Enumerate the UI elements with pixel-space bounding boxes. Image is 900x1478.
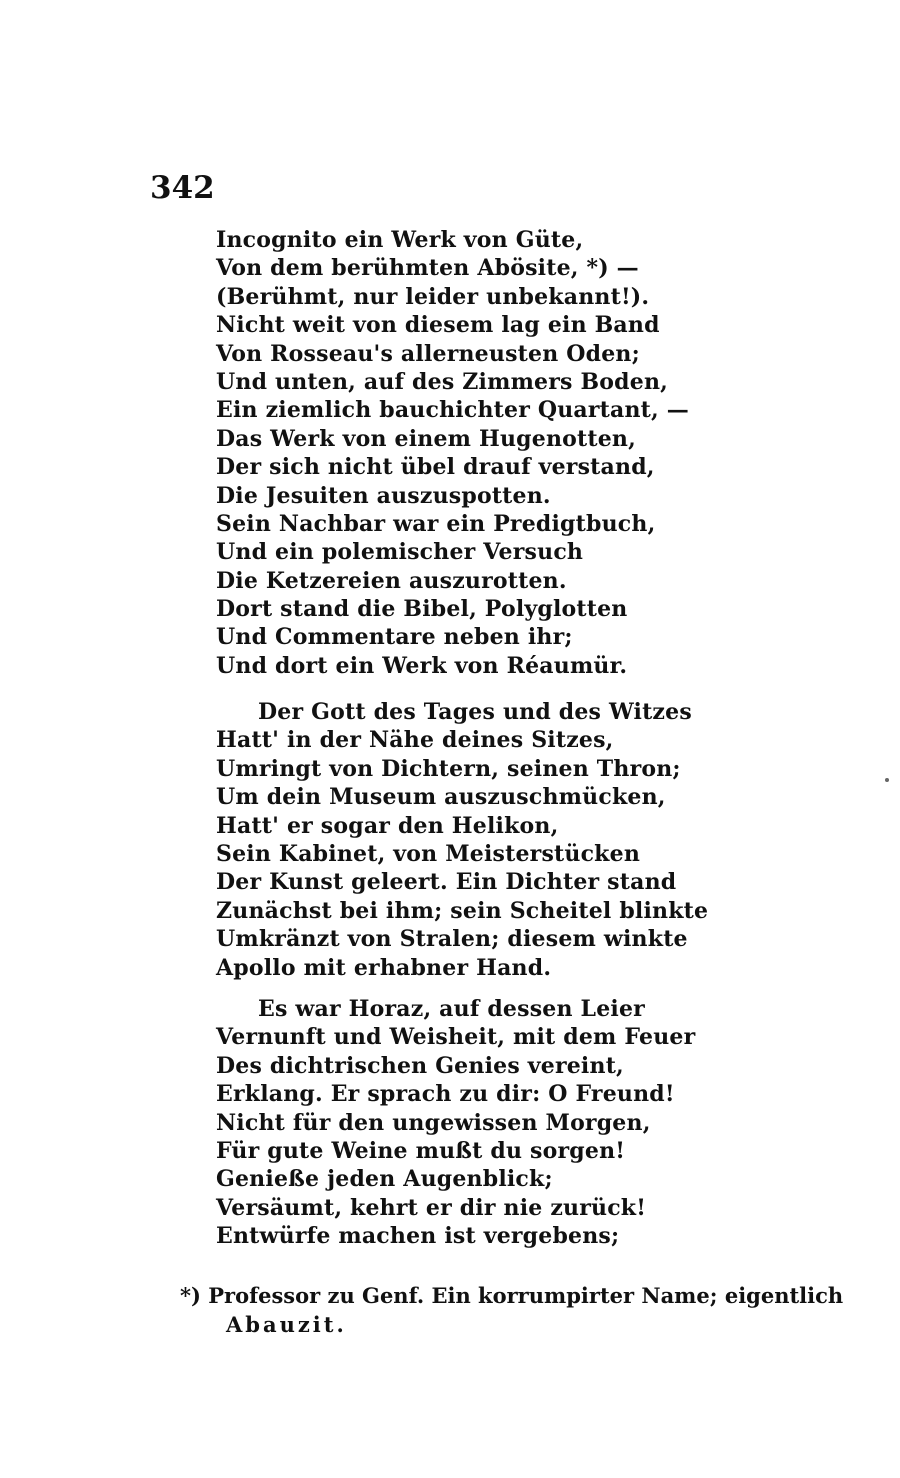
verse-line: Umkränzt von Stralen; diesem winkte <box>216 926 688 953</box>
page-number: 342 <box>150 170 215 206</box>
stanza-2 <box>0 698 708 982</box>
verse-line: Der Kunst geleert. Ein Dichter stand <box>216 869 677 896</box>
verse-line: Und unten, auf des Zimmers Boden, <box>216 368 668 395</box>
verse-line: Für gute Weine mußt du sorgen! <box>216 1137 626 1164</box>
footnote-line: *) Professor zu Genf. Ein korrumpirter Name; eigentlich <box>180 1283 844 1308</box>
footnote-line: Abauzit. <box>226 1312 347 1337</box>
footnote <box>0 1281 843 1339</box>
verse-line: Hatt' in der Nähe deines Sitzes, <box>216 727 614 754</box>
verse-line: Sein Nachbar war ein Predigtbuch, <box>216 510 656 537</box>
verse-line: Sein Kabinet, von Meisterstücken <box>216 840 641 867</box>
verse-line: Vernunft und Weisheit, mit dem Feuer <box>216 1024 696 1051</box>
verse-line: Und Commentare neben ihr; <box>216 624 573 651</box>
verse-line: Es war Horaz, auf dessen Leier <box>258 996 645 1022</box>
verse-line: Incognito ein Werk von Güte, <box>216 227 584 253</box>
verse-line: Und dort ein Werk von Réaumür. <box>216 652 628 679</box>
stanza-1 <box>0 226 689 680</box>
verse-line: Erklang. Er sprach zu dir: O Freund! <box>216 1081 675 1108</box>
verse-line: Dort stand die Bibel, Polyglotten <box>216 596 628 623</box>
verse-line: Die Jesuiten auszuspotten. <box>216 482 551 509</box>
verse-line: Genieße jeden Augenblick; <box>216 1166 553 1193</box>
verse-line: Der sich nicht übel drauf verstand, <box>216 454 655 481</box>
verse-line: Und ein polemischer Versuch <box>216 539 584 566</box>
verse-line: Der Gott des Tages und des Witzes <box>258 699 692 725</box>
verse-line: Umringt von Dichtern, seinen Thron; <box>216 755 681 782</box>
verse-line: Zunächst bei ihm; sein Scheitel blinkte <box>216 897 709 924</box>
scan-speck <box>885 778 889 782</box>
verse-line: Von Rosseau's allerneusten Oden; <box>216 340 640 367</box>
verse-line: Von dem berühmten Abösite, *) — <box>216 255 639 282</box>
verse-line: Hatt' er sogar den Helikon, <box>216 812 559 839</box>
verse-line: Nicht für den ungewissen Morgen, <box>216 1109 651 1136</box>
stanza-3 <box>0 995 695 1251</box>
verse-line: Das Werk von einem Hugenotten, <box>216 425 636 452</box>
verse-line: Ein ziemlich bauchichter Quartant, — <box>216 397 689 424</box>
verse-line: Nicht weit von diesem lag ein Band <box>216 312 660 339</box>
verse-line: Versäumt, kehrt er dir nie zurück! <box>216 1194 647 1221</box>
verse-line: (Berühmt, nur leider unbekannt!). <box>216 283 650 310</box>
verse-line: Um dein Museum auszuschmücken, <box>216 784 666 811</box>
verse-line: Entwürfe machen ist vergebens; <box>216 1223 620 1250</box>
verse-line: Des dichtrischen Genies vereint, <box>216 1052 624 1079</box>
verse-line: Apollo mit erhabner Hand. <box>216 954 552 981</box>
verse-line: Die Ketzereien auszurotten. <box>216 567 567 594</box>
